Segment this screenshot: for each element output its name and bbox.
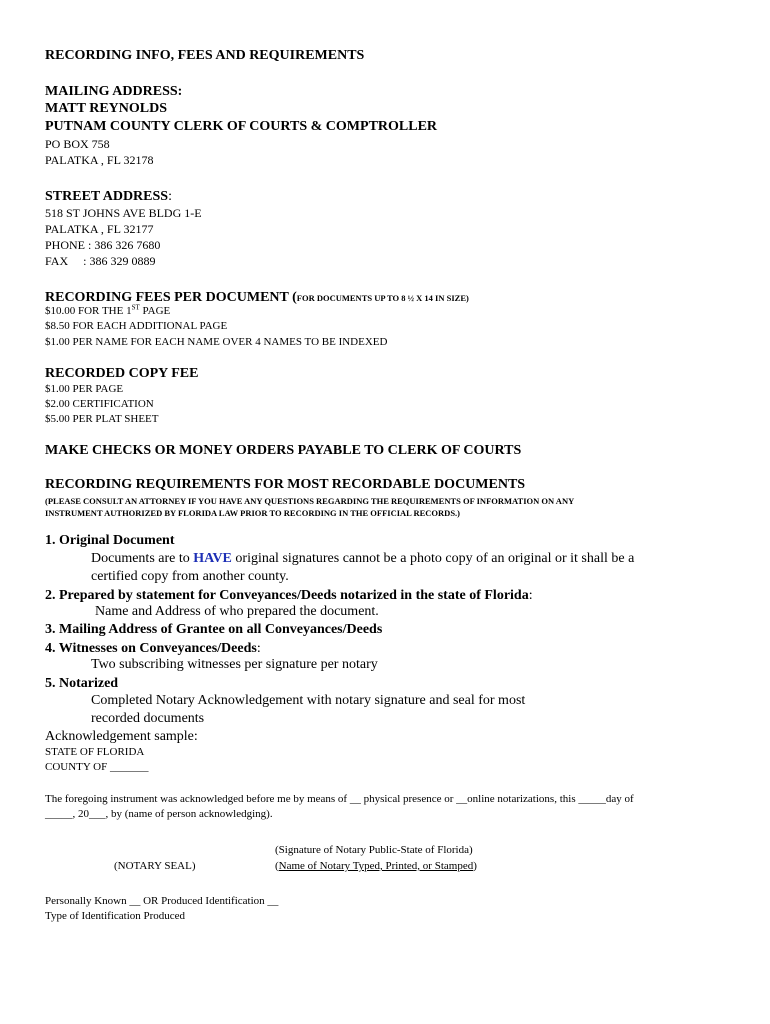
ack-notary-name-line — [275, 860, 477, 872]
req-1-text-start: Documents are to — [91, 551, 194, 566]
copy-heading: RECORDED COPY FEE — [45, 366, 199, 381]
ack-heading: Acknowledgement sample: — [45, 729, 198, 744]
fee-item-1-b: PAGE — [139, 305, 171, 317]
ack-notary-open: ( — [275, 860, 279, 872]
req-1-text-end: original signatures cannot be a photo copy of an original or it shall be a — [231, 551, 635, 566]
req-1-title: 1. Original Document — [45, 533, 175, 548]
ack-id-type: Type of Identification Produced — [45, 910, 186, 922]
fee-item-1 — [45, 305, 170, 317]
req-1-have: HAVE — [193, 551, 232, 566]
req-3-title: 3. Mailing Address of Grantee on all Conveyances/Deeds — [45, 622, 383, 637]
street-heading-colon: : — [168, 189, 172, 204]
fee-item-2: $8.50 FOR EACH ADDITIONAL PAGE — [45, 320, 228, 332]
ack-county: COUNTY OF _______ — [45, 761, 149, 773]
requirements-note-2: INSTRUMENT AUTHORIZED BY FLORIDA LAW PRIOR TO RECORDING IN THE OFFICIAL RECORDS.) — [45, 508, 461, 518]
copy-item-1: $1.00 PER PAGE — [45, 383, 124, 395]
page-title: RECORDING INFO, FEES AND REQUIREMENTS — [45, 48, 365, 63]
fax-label: FAX — [45, 254, 69, 268]
ack-signature-line: (Signature of Notary Public-State of Florida) — [275, 844, 473, 856]
street-phone: PHONE : 386 326 7680 — [45, 238, 161, 252]
mailing-office: PUTNAM COUNTY CLERK OF COURTS & COMPTROLLER — [45, 119, 438, 134]
requirements-note-1: (PLEASE CONSULT AN ATTORNEY IF YOU HAVE ANY QUESTIONS REGARDING THE REQUIREMENTS OF INFORMATION ON ANY — [45, 496, 575, 506]
req-2-colon: : — [528, 588, 533, 603]
payable-notice: MAKE CHECKS OR MONEY ORDERS PAYABLE TO CLERK OF COURTS — [45, 443, 522, 458]
mailing-heading: MAILING ADDRESS: — [45, 84, 183, 99]
street-fax — [45, 254, 155, 269]
req-4-title — [45, 639, 261, 657]
street-heading-text: STREET ADDRESS — [45, 189, 169, 204]
ack-known: Personally Known __ OR Produced Identification __ — [45, 895, 279, 907]
fees-heading-text: RECORDING FEES PER DOCUMENT ( — [45, 290, 297, 305]
mailing-line2: PALATKA , FL 32178 — [45, 153, 154, 167]
notary-seal-label: (NOTARY SEAL) — [114, 860, 196, 872]
copy-item-2: $2.00 CERTIFICATION — [45, 398, 154, 410]
req-5-text-b: recorded documents — [91, 711, 205, 726]
fees-note: FOR DOCUMENTS UP TO 8 ½ X 14 IN SIZE) — [296, 293, 469, 303]
fee-item-1-a: $10.00 FOR THE 1 — [45, 305, 132, 317]
req-1-text-a — [91, 551, 634, 567]
req-4-title-text: 4. Witnesses on Conveyances/Deeds — [45, 641, 257, 656]
req-2-title — [45, 586, 533, 604]
req-4-colon: : — [256, 641, 261, 656]
requirements-heading: RECORDING REQUIREMENTS FOR MOST RECORDABLE DOCUMENTS — [45, 477, 526, 492]
req-5-title: 5. Notarized — [45, 676, 119, 691]
fee-item-3: $1.00 PER NAME FOR EACH NAME OVER 4 NAMES TO BE INDEXED — [45, 336, 388, 348]
street-line1: 518 ST JOHNS AVE BLDG 1-E — [45, 206, 202, 220]
mailing-name: MATT REYNOLDS — [45, 101, 168, 116]
ack-notary-close: ) — [473, 860, 477, 872]
req-2-title-text: 2. Prepared by statement for Conveyances/Deeds notarized in the state of Florida — [45, 588, 529, 603]
req-1-text-c: certified copy from another county. — [91, 569, 289, 584]
req-5-text-a: Completed Notary Acknowledgement with notary signature and seal for most — [91, 693, 526, 708]
ack-state: STATE OF FLORIDA — [45, 746, 145, 758]
ack-notary-name: Name of Notary Typed, Printed, or Stamped — [278, 860, 474, 872]
ack-text-1: The foregoing instrument was acknowledged before me by means of __ physical presence or __online notarizations, this _____day of — [45, 793, 634, 805]
fax-value: : 386 329 0889 — [83, 254, 156, 268]
req-2-text: Name and Address of who prepared the document. — [95, 604, 379, 619]
street-line2: PALATKA , FL 32177 — [45, 222, 154, 236]
req-4-text: Two subscribing witnesses per signature per notary — [91, 657, 378, 672]
mailing-line1: PO BOX 758 — [45, 137, 110, 151]
ack-text-2: _____, 20___, by (name of person acknowledging). — [45, 808, 273, 820]
street-heading — [45, 187, 172, 205]
copy-item-3: $5.00 PER PLAT SHEET — [45, 413, 159, 425]
fees-heading — [45, 288, 469, 306]
fee-item-1-sup: ST — [131, 303, 140, 312]
